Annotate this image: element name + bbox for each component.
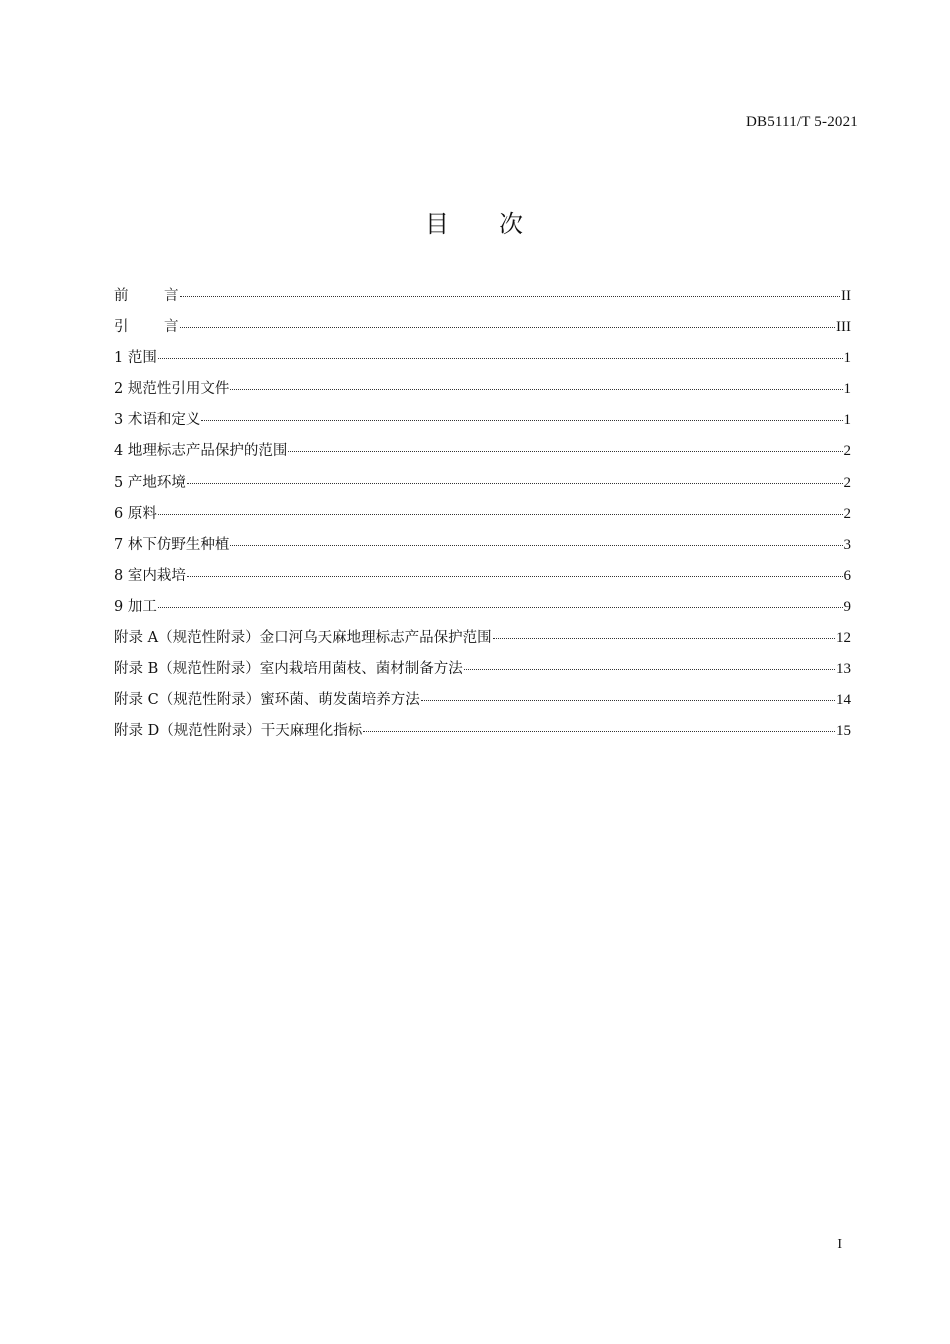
toc-entry-appendix-c[interactable]: [114, 688, 851, 719]
toc-entry-page: 1: [843, 350, 851, 367]
toc-entry-protection-range[interactable]: [114, 439, 851, 470]
toc-entry-appendix-d[interactable]: [114, 719, 851, 750]
dot-leader: [158, 514, 843, 515]
page-title-char-2: 次: [499, 210, 525, 238]
toc-entry-page: 13: [836, 661, 851, 678]
toc-entry-page: II: [841, 288, 851, 304]
dot-leader: [158, 607, 843, 608]
toc-entry-page: 9: [843, 598, 851, 615]
toc-entry-label: 附录 D（规范性附录）干天麻理化指标: [114, 723, 363, 740]
toc-entry-label: 4 地理标志产品保护的范围: [114, 443, 288, 460]
dot-leader: [288, 451, 842, 452]
dot-leader: [421, 700, 835, 701]
toc-entry-terms-definitions[interactable]: [114, 408, 851, 439]
toc-entry-label: 6 原料: [114, 505, 157, 522]
dot-leader: [201, 420, 842, 421]
toc-entry-label: 2 规范性引用文件: [114, 381, 230, 398]
page-title-char-1: 目: [425, 210, 451, 238]
dot-leader: [230, 389, 842, 390]
toc-entry-label: 8 室内栽培: [114, 567, 186, 584]
toc-entry-processing[interactable]: [114, 595, 851, 626]
toc-entry-label: 引 言: [114, 319, 179, 336]
toc-entry-page: 2: [843, 505, 851, 522]
toc-entry-indoor-cultivation[interactable]: [114, 564, 851, 595]
toc-entry-raw-materials[interactable]: [114, 502, 851, 533]
toc-entry-introduction[interactable]: [114, 315, 851, 346]
dot-leader: [180, 296, 841, 297]
toc-entry-label: 附录 B（规范性附录）室内栽培用菌枝、菌材制备方法: [114, 661, 463, 678]
toc-entry-page: 3: [843, 536, 851, 553]
toc-entry-normative-references[interactable]: [114, 377, 851, 408]
table-of-contents: [114, 284, 851, 750]
document-code: DB5111/T 5-2021: [745, 114, 858, 130]
toc-entry-label: 3 术语和定义: [114, 412, 201, 429]
dot-leader: [363, 731, 835, 732]
page-number: I: [837, 1237, 842, 1252]
toc-entry-foreword[interactable]: [114, 284, 851, 315]
page-title: [0, 204, 950, 239]
toc-entry-label: 附录 A（规范性附录）金口河乌天麻地理标志产品保护范围: [114, 630, 492, 647]
toc-entry-page: 2: [843, 443, 851, 460]
toc-entry-scope[interactable]: [114, 346, 851, 377]
toc-entry-label: 1 范围: [114, 350, 157, 367]
toc-entry-appendix-b[interactable]: [114, 657, 851, 688]
toc-entry-label: 7 林下仿野生种植: [114, 536, 230, 553]
dot-leader: [230, 545, 842, 546]
toc-entry-page: 6: [843, 567, 851, 584]
toc-entry-page: 2: [843, 474, 851, 491]
toc-entry-page: 15: [836, 723, 851, 740]
toc-entry-page: III: [836, 319, 851, 336]
toc-entry-label: 9 加工: [114, 598, 157, 615]
toc-entry-page: 14: [836, 692, 851, 709]
dot-leader: [493, 638, 835, 639]
toc-entry-page: 12: [836, 630, 851, 647]
dot-leader: [180, 327, 836, 328]
toc-entry-label: 5 产地环境: [114, 474, 186, 491]
toc-entry-page: 1: [843, 412, 851, 429]
toc-entry-forest-planting[interactable]: [114, 533, 851, 564]
toc-entry-appendix-a[interactable]: [114, 626, 851, 657]
toc-entry-label: 附录 C（规范性附录）蜜环菌、萌发菌培养方法: [114, 692, 420, 709]
toc-entry-environment[interactable]: [114, 471, 851, 502]
dot-leader: [464, 669, 835, 670]
dot-leader: [187, 576, 843, 577]
toc-entry-page: 1: [843, 381, 851, 398]
dot-leader: [158, 358, 843, 359]
dot-leader: [187, 483, 843, 484]
toc-entry-label: 前 言: [114, 288, 179, 304]
